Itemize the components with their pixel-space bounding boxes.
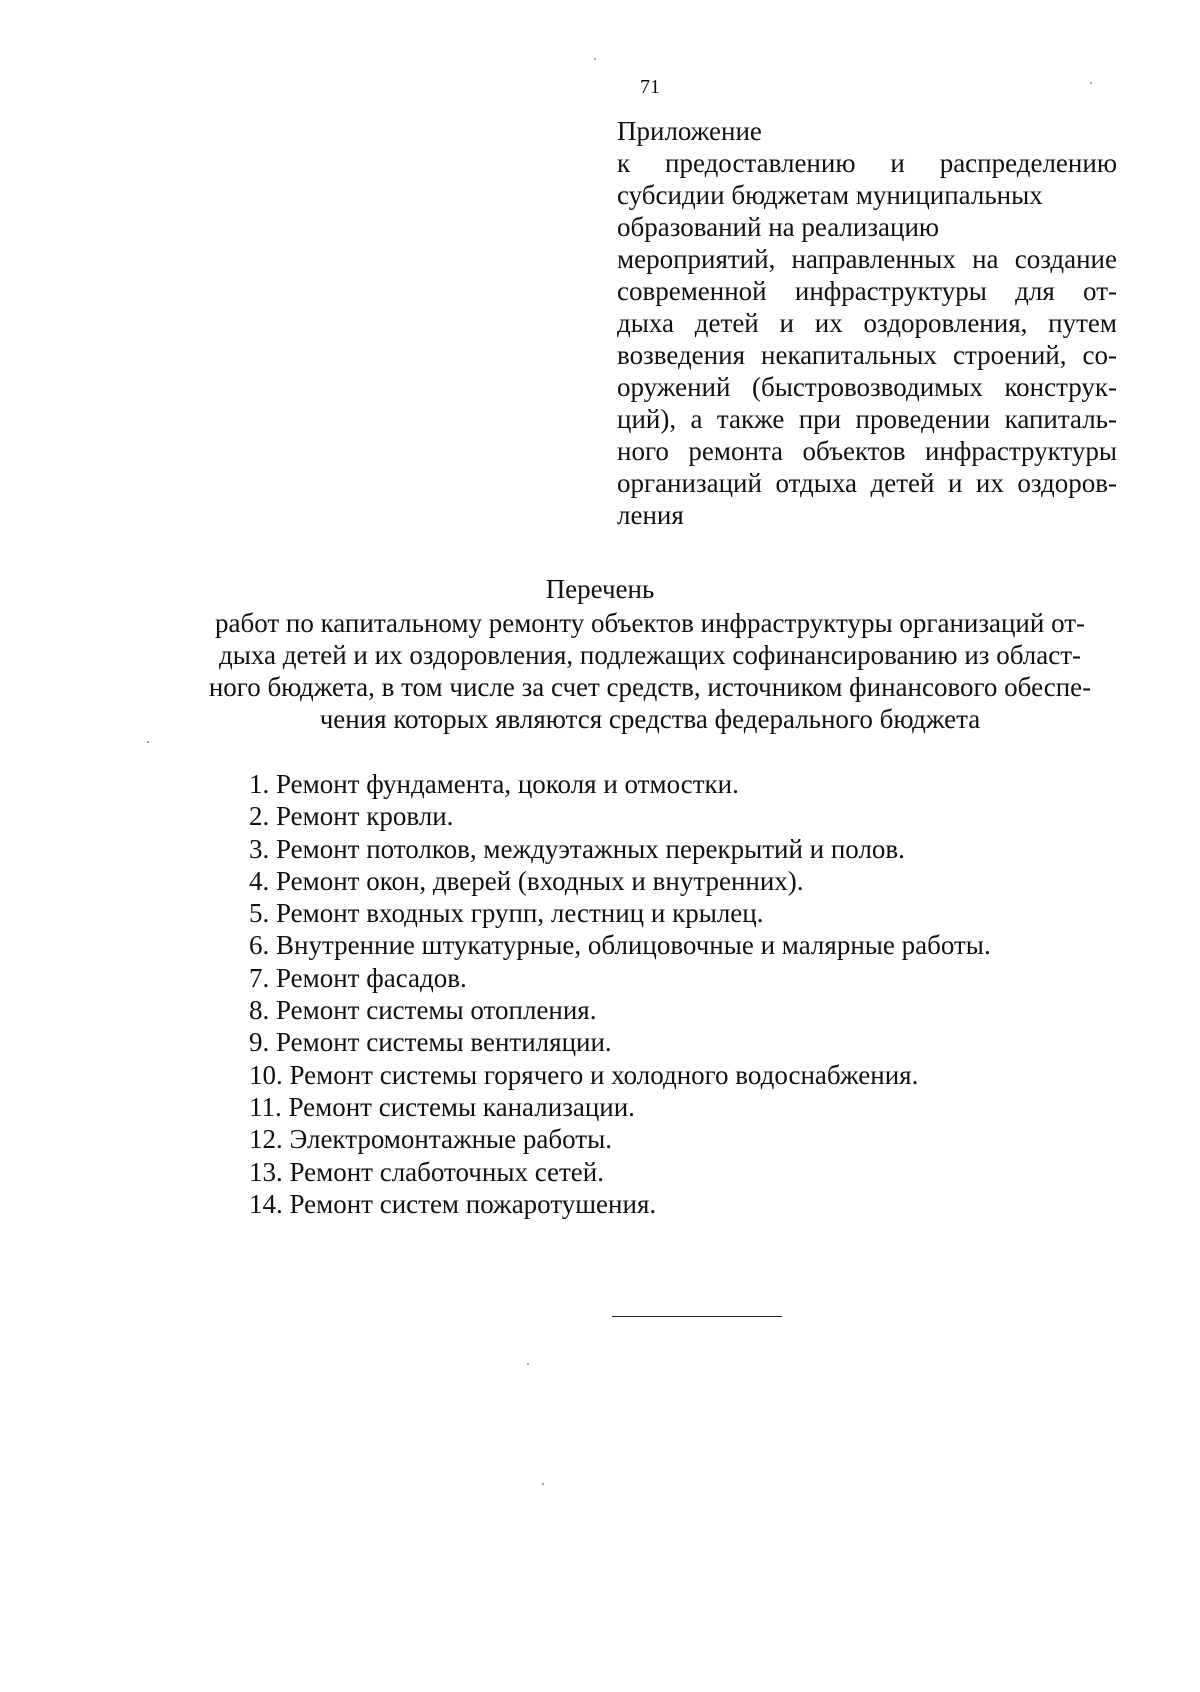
subtitle-line: ного бюджета, в том числе за счет средств, источником финансового обеспе- xyxy=(208,672,1092,702)
work-item: 4. Ремонт окон, дверей (входных и внутренних). xyxy=(249,865,804,896)
work-item: 12. Электромонтажные работы. xyxy=(249,1124,612,1155)
work-item: 7. Ремонт фасадов. xyxy=(249,962,467,993)
work-item: 5. Ремонт входных групп, лестниц и крылец. xyxy=(249,898,764,929)
work-item: 14. Ремонт систем пожаротушения. xyxy=(249,1188,657,1219)
appendix-line: субсидии бюджетам муниципальных xyxy=(617,180,1043,210)
work-item: 6. Внутренние штукатурные, облицовочные и малярные работы. xyxy=(249,930,991,961)
appendix-line: ций), а также при проведении капиталь- xyxy=(617,404,1117,434)
appendix-line: к предоставлению и распределению xyxy=(617,148,1117,178)
work-item: 11. Ремонт системы канализации. xyxy=(249,1091,635,1122)
appendix-line: мероприятий, направленных на создание xyxy=(617,244,1117,274)
appendix-line: оружений (быстровозводимых конструк- xyxy=(617,372,1117,402)
work-item: 10. Ремонт системы горячего и холодного водоснабжения. xyxy=(249,1059,919,1090)
scan-speck xyxy=(527,1363,529,1365)
work-item: 1. Ремонт фундамента, цоколя и отмостки. xyxy=(249,769,739,799)
scan-speck xyxy=(1090,82,1092,84)
document-heading: Перечень xyxy=(545,574,655,604)
appendix-line: ления xyxy=(617,500,684,530)
appendix-line: организаций отдыха детей и их оздоров- xyxy=(617,468,1117,498)
appendix-line: современной инфраструктуры для от- xyxy=(617,276,1117,306)
appendix-title: Приложение xyxy=(617,116,762,146)
work-list xyxy=(249,768,991,1220)
work-item: 3. Ремонт потолков, междуэтажных перекрытий и полов. xyxy=(249,833,905,864)
page-number: 71 xyxy=(640,76,660,98)
appendix-line: ного ремонта объектов инфраструктуры xyxy=(617,436,1117,466)
appendix-line: дыха детей и их оздоровления, путем xyxy=(617,308,1117,338)
appendix-line: возведения некапитальных строений, со- xyxy=(617,340,1117,370)
scan-speck xyxy=(147,741,149,743)
scan-speck xyxy=(594,58,596,60)
document-subtitle xyxy=(180,607,1120,735)
subtitle-line: работ по капитальному ремонту объектов инфраструктуры организаций от- xyxy=(214,608,1086,638)
work-item: 8. Ремонт системы отопления. xyxy=(249,995,597,1026)
appendix-line: образований на реализацию xyxy=(617,212,940,242)
subtitle-line: чения которых являются средства федерального бюджета xyxy=(319,704,981,734)
end-divider xyxy=(612,1316,782,1317)
appendix-block xyxy=(617,115,1117,531)
work-item: 2. Ремонт кровли. xyxy=(249,801,454,832)
work-item: 13. Ремонт слаботочных сетей. xyxy=(249,1156,604,1187)
work-item: 9. Ремонт системы вентиляции. xyxy=(249,1027,612,1058)
subtitle-line: дыха детей и их оздоровления, подлежащих софинансированию из област- xyxy=(218,640,1082,670)
scan-speck xyxy=(542,1483,544,1485)
